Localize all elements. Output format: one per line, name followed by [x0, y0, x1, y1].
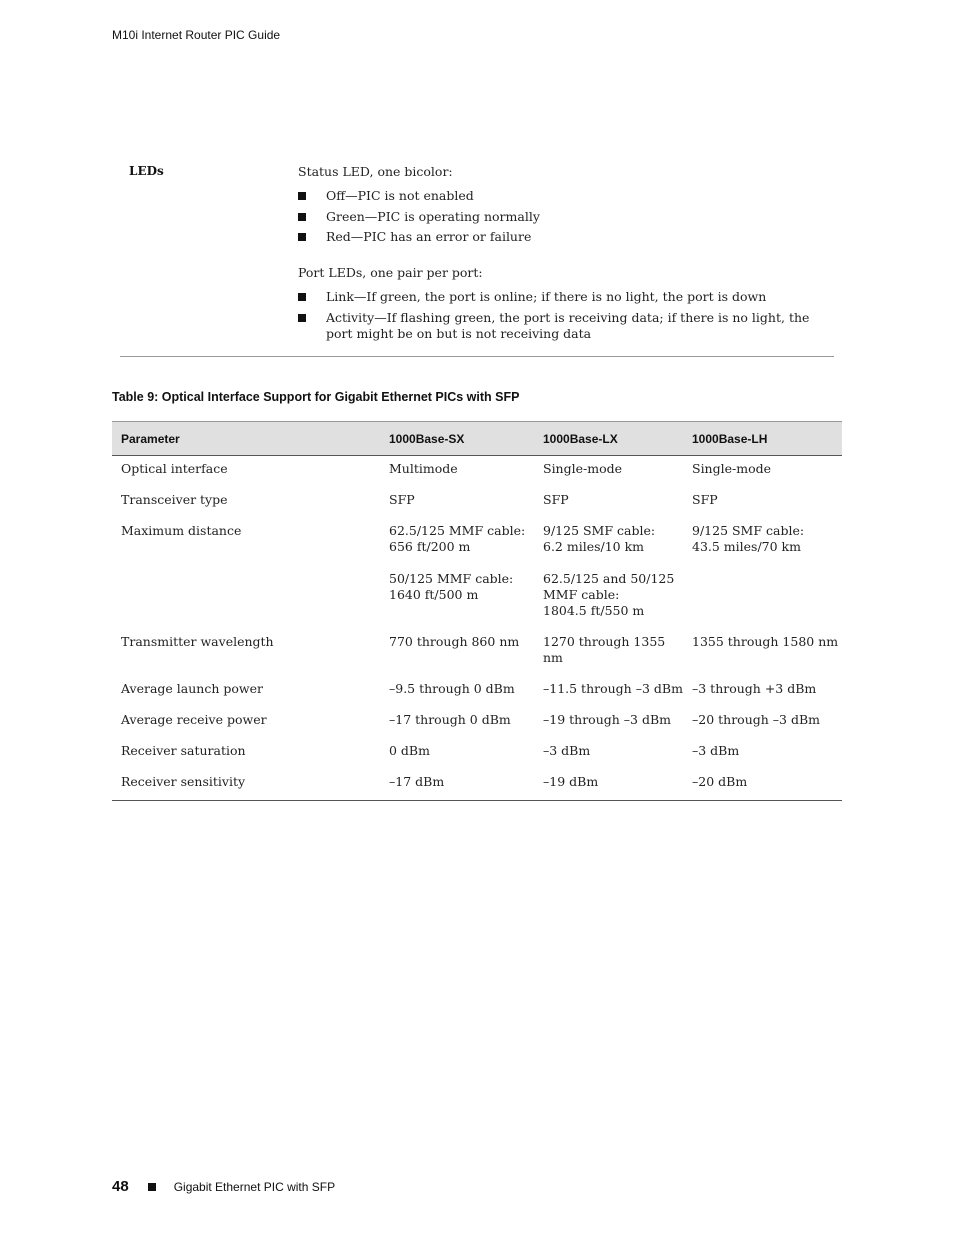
- cell-value: –19 dBm: [543, 774, 599, 789]
- optical-interface-table: [112, 421, 842, 801]
- cell-value: –17 dBm: [389, 774, 445, 789]
- table-cell: [534, 707, 683, 738]
- table-cell-parameter: Receiver sensitivity: [112, 769, 380, 801]
- table-row: [112, 629, 842, 676]
- cell-value: 9/125 SMF cable: 6.2 miles/10 km: [543, 523, 656, 554]
- table-cell: [534, 518, 683, 629]
- table-cell: [683, 487, 842, 518]
- cell-value: –3 dBm: [692, 743, 740, 758]
- list-item: Green—PIC is operating normally: [298, 209, 828, 225]
- port-led-list: [298, 289, 828, 342]
- list-item: Activity—If flashing green, the port is receiving data; if there is no light, the port might be on but is not receiving data: [298, 310, 828, 342]
- table-cell: [380, 518, 534, 629]
- table-row: [112, 769, 842, 801]
- table-cell: [683, 456, 842, 488]
- table-row: [112, 487, 842, 518]
- table-cell: [534, 629, 683, 676]
- table-cell: [683, 769, 842, 801]
- cell-value: 50/125 MMF cable: 1640 ft/500 m: [389, 571, 514, 602]
- table-cell: [534, 456, 683, 488]
- running-header: M10i Internet Router PIC Guide: [112, 28, 281, 42]
- table-row: [112, 676, 842, 707]
- column-header: Parameter: [112, 422, 380, 456]
- square-bullet-icon: [298, 293, 306, 301]
- status-led-list: [298, 188, 828, 245]
- table-row: [112, 456, 842, 488]
- leds-definition: [298, 164, 828, 346]
- footer-section-title: Gigabit Ethernet PIC with SFP: [173, 1179, 336, 1194]
- cell-value: 770 through 860 nm: [389, 634, 520, 649]
- cell-value: SFP: [543, 492, 569, 507]
- column-header: 1000Base-LX: [534, 422, 683, 456]
- cell-value: –3 through +3 dBm: [692, 681, 817, 696]
- page-footer: [112, 1178, 335, 1195]
- table-cell: [534, 738, 683, 769]
- cell-value: 9/125 SMF cable: 43.5 miles/70 km: [692, 523, 805, 554]
- list-item: Off—PIC is not enabled: [298, 188, 828, 204]
- cell-value: –3 dBm: [543, 743, 591, 758]
- table-cell: [380, 629, 534, 676]
- cell-value: 62.5/125 and 50/125 MMF cable: 1804.5 ft/550 m: [543, 571, 675, 618]
- table-cell: [683, 629, 842, 676]
- cell-value: –17 through 0 dBm: [389, 712, 511, 727]
- table-row: [112, 738, 842, 769]
- table-row: [112, 518, 842, 629]
- section-divider: [120, 356, 834, 357]
- cell-value: –20 through –3 dBm: [692, 712, 820, 727]
- table-cell: [380, 769, 534, 801]
- table-cell: [683, 707, 842, 738]
- cell-value: 1355 through 1580 nm: [692, 634, 839, 649]
- cell-value: Multimode: [389, 461, 458, 476]
- list-item: Red—PIC has an error or failure: [298, 229, 828, 245]
- page-number: 48: [112, 1178, 129, 1195]
- cell-value: 1270 through 1355 nm: [543, 634, 666, 665]
- table-cell: [380, 676, 534, 707]
- square-bullet-icon: [298, 233, 306, 241]
- table-cell-parameter: Average launch power: [121, 681, 263, 696]
- table-title: Table 9: Optical Interface Support for Gigabit Ethernet PICs with SFP: [112, 390, 520, 404]
- table-cell-parameter: Transceiver type: [121, 492, 228, 507]
- table-cell: [683, 518, 842, 629]
- status-led-intro: Status LED, one bicolor:: [298, 164, 453, 179]
- cell-value: Single-mode: [692, 461, 772, 476]
- square-bullet-icon: [298, 213, 306, 221]
- cell-value: SFP: [389, 492, 415, 507]
- table-cell: [683, 676, 842, 707]
- square-bullet-icon: [148, 1183, 156, 1191]
- table-cell-parameter: Transmitter wavelength: [121, 634, 274, 649]
- table-cell-parameter: Receiver saturation: [121, 743, 246, 758]
- table-cell: [380, 487, 534, 518]
- table-cell-parameter: Average receive power: [121, 712, 267, 727]
- table-row: [112, 707, 842, 738]
- cell-value: 0 dBm: [389, 743, 430, 758]
- cell-value: Single-mode: [543, 461, 623, 476]
- table-cell: [380, 738, 534, 769]
- table-header-row: [112, 422, 842, 456]
- port-led-intro: Port LEDs, one pair per port:: [298, 265, 483, 280]
- table-cell: [534, 676, 683, 707]
- cell-value: –19 through –3 dBm: [543, 712, 671, 727]
- column-header: 1000Base-SX: [380, 422, 534, 456]
- column-header: 1000Base-LH: [683, 422, 842, 456]
- cell-value: –11.5 through –3 dBm: [543, 681, 683, 696]
- table-cell: [534, 769, 683, 801]
- table-cell-parameter: Maximum distance: [121, 523, 242, 538]
- cell-value: SFP: [692, 492, 718, 507]
- cell-value: –20 dBm: [692, 774, 748, 789]
- table-cell: [683, 738, 842, 769]
- cell-value: –9.5 through 0 dBm: [389, 681, 515, 696]
- square-bullet-icon: [298, 192, 306, 200]
- list-item: Link—If green, the port is online; if there is no light, the port is down: [298, 289, 828, 305]
- cell-value: 62.5/125 MMF cable: 656 ft/200 m: [389, 523, 526, 554]
- table-cell: [534, 487, 683, 518]
- table-cell: [380, 707, 534, 738]
- table-cell-parameter: Optical interface: [121, 461, 228, 476]
- leds-term: LEDs: [129, 164, 164, 178]
- table-cell: [380, 456, 534, 488]
- square-bullet-icon: [298, 314, 306, 322]
